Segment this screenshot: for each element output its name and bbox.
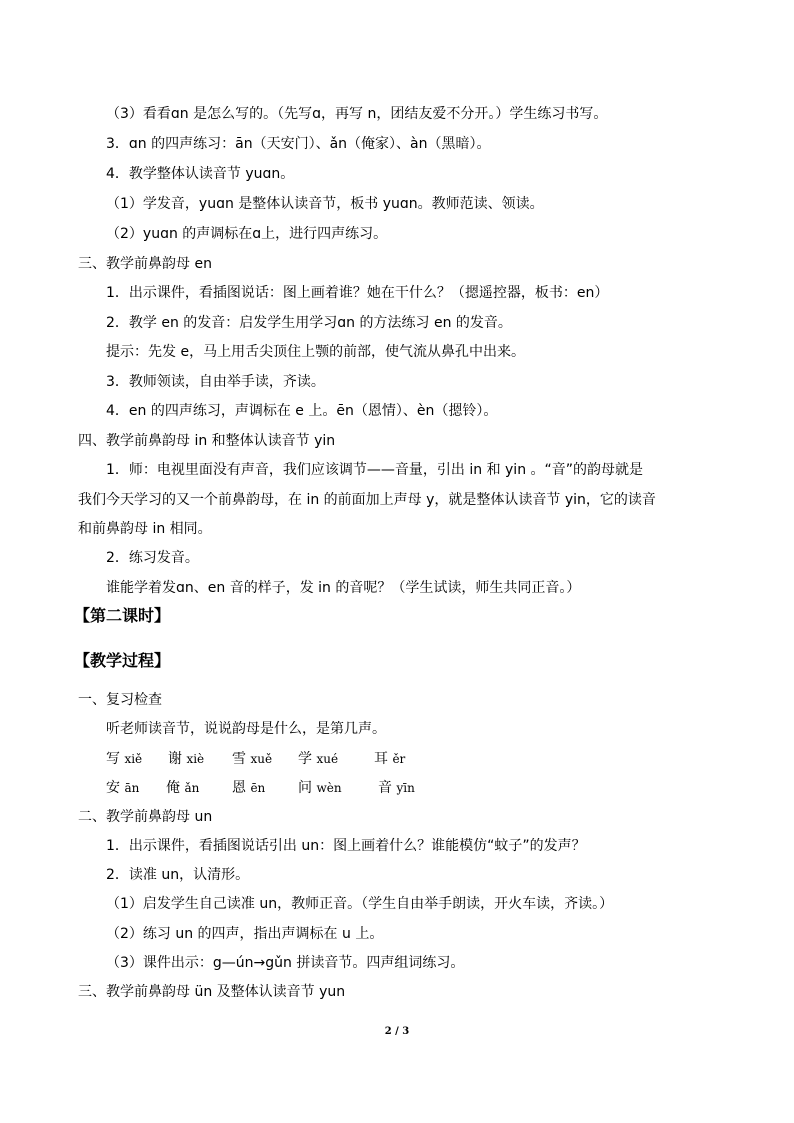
text-line: （3）课件出示：g—ún→gǔn 拼读音节。四声组词练习。 [106, 955, 465, 971]
text-line: 听老师读音节，说说韵母是什么，是第几声。 [106, 721, 386, 737]
syllable: 恩 ēn [232, 780, 266, 796]
syllable: 俺 ǎn [166, 780, 200, 796]
text-line: 3．教师领读，自由举手读，齐读。 [106, 374, 325, 390]
syllable: 谢 xiè [168, 751, 205, 767]
text-line: （1）启发学生自己读准 un，教师正音。（学生自由举手朗读，开火车读，齐读。） [106, 896, 614, 912]
syllable: 学 xué [298, 751, 339, 767]
section-heading: 三、教学前鼻韵母 en [78, 256, 212, 272]
text-line: 1．出示课件，看插图说话引出 un：图上画着什么？谁能模仿“蚊子”的发声？ [106, 838, 586, 854]
syllable: 雪 xuě [232, 751, 273, 767]
section-heading: 一、复习检查 [78, 692, 162, 708]
section-heading: 二、教学前鼻韵母 un [78, 809, 213, 825]
section-heading: 三、教学前鼻韵母 ün 及整体认读音节 yun [78, 984, 346, 1000]
text-line: 4．en 的四声练习，声调标在 e 上。ēn（恩情）、èn（摁铃）。 [106, 403, 498, 419]
section-heading: 四、教学前鼻韵母 in 和整体认读音节 yin [78, 433, 336, 449]
text-line: （2）练习 un 的四声，指出声调标在 u 上。 [106, 926, 384, 942]
text-line: 4．教学整体认读音节 yuɑn。 [106, 166, 295, 182]
syllable: 耳 ěr [374, 751, 406, 767]
process-heading: 【教学过程】 [74, 651, 171, 670]
text-line: 提示：先发 e，马上用舌尖顶住上颚的前部，使气流从鼻孔中出来。 [106, 344, 526, 360]
text-line: 3．ɑn 的四声练习：ān（天安门）、ǎn（俺家）、àn（黑暗）。 [106, 136, 491, 152]
text-line: 2．读准 un，认清形。 [106, 867, 250, 883]
text-line: 2．教学 en 的发音：启发学生用学习ɑn 的方法练习 en 的发音。 [106, 315, 512, 331]
text-line: （1）学发音，yuɑn 是整体认读音节，板书 yuɑn。教师范读、领读。 [106, 196, 544, 212]
syllable: 写 xiě [106, 751, 143, 767]
text-line: 我们今天学习的又一个前鼻韵母，在 in 的前面加上声母 y，就是整体认读音节 yin，它的读音 [78, 492, 656, 508]
syllable: 安 ān [106, 780, 140, 796]
text-line: 1．师：电视里面没有声音，我们应该调节——音量，引出 in 和 yin 。“音”的韵母就是 [106, 462, 644, 478]
lesson-heading: 【第二课时】 [74, 606, 171, 625]
text-line: （2）yuɑn 的声调标在ɑ上，进行四声练习。 [106, 226, 388, 242]
text-line: 谁能学着发ɑn、en 音的样子，发 in 的音呢？（学生试读，师生共同正音。） [106, 580, 581, 596]
page-number: 2 / 3 [384, 1026, 410, 1037]
text-line: （3）看看ɑn 是怎么写的。（先写ɑ，再写 n，团结友爱不分开。）学生练习书写。 [106, 106, 608, 122]
text-line: 和前鼻韵母 in 相同。 [78, 521, 212, 537]
syllable: 音 yīn [378, 780, 415, 796]
text-line: 1．出示课件，看插图说话：图上画着谁？她在干什么？（摁遥控器，板书：en） [106, 285, 609, 301]
text-line: 2．练习发音。 [106, 550, 199, 566]
syllable: 问 wèn [298, 780, 342, 796]
